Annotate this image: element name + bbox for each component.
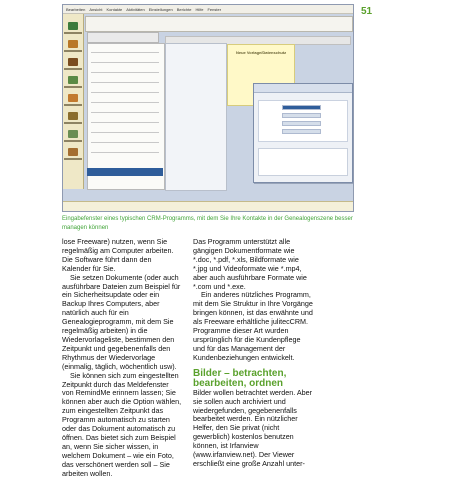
menu-item: Berichte [176, 7, 192, 12]
list-row [91, 82, 159, 83]
paragraph: Sie können sich zum eingestellten Zeitpunkt durch das Meldefenster von RemindMe erinnern lassen; Sie können aber auch die Option wählen, zum eingestellten Zeitpunkt das Programm automatisch zu starten oder das Dokument automatisch zu öffnen. Das bietet sich zum Beispiel an, wenn Sie sicher wissen, in welchem Dokument – wie ein Foto, das verschönert werden soll – Sie arbeiten wollen. [62, 370, 182, 478]
list-row [91, 102, 159, 103]
app-menubar [63, 5, 353, 14]
section-heading: Bilder – betrachten, bearbeiten, ordnen [193, 367, 287, 389]
menu-item: Aktivitäten [126, 7, 145, 12]
page-number: 51 [361, 6, 373, 17]
figure-caption: Eingabefenster eines typischen CRM-Programms, mit dem Sie Ihre Kontakte in der Genealogenszene besser managen können [62, 216, 353, 231]
input-dialog [253, 83, 353, 183]
list-row [91, 72, 159, 73]
settings-icon [68, 148, 78, 156]
note-title: Neue Vorlage/Datenschutz [236, 50, 287, 55]
tasks-icon [68, 76, 78, 84]
sidebar-label [64, 32, 82, 34]
dialog-titlebar [254, 84, 352, 93]
list-row [91, 142, 159, 143]
list-row [91, 132, 159, 133]
dialog-field [282, 113, 321, 118]
list-row [91, 92, 159, 93]
notes-icon [68, 58, 78, 66]
menu-item: Fenster [207, 7, 222, 12]
dialog-field [282, 105, 321, 110]
sidebar-label [64, 140, 82, 142]
mail-icon [68, 94, 78, 102]
menu-item: Bearbeiten [66, 7, 86, 12]
calendar-icon [68, 40, 78, 48]
sidebar-label [64, 104, 82, 106]
paragraph: Bilder wollen betrachtet werden. Aber sie sollen auch archiviert und wiedergefunden, gegebenenfalls bearbeitet werden. Ein nützlicher Helfer, den Sie privat (nicht gewerblich) kostenlos benutzen können, ist Irfanview (www.irfanview.net). Der Viewer erschließt eine große Anzahl unter- [193, 387, 313, 468]
dialog-field [282, 129, 321, 134]
sidebar-label [64, 122, 82, 124]
contacts-icon [68, 22, 78, 30]
list-row [91, 62, 159, 63]
list-row [91, 122, 159, 123]
sidebar-label [64, 86, 82, 88]
dialog-field [282, 121, 321, 126]
status-bar [63, 201, 353, 212]
crm-screenshot [62, 4, 354, 212]
sidebar-label [64, 68, 82, 70]
app-sidebar [63, 14, 84, 189]
menu-item: Einstellungen [148, 7, 173, 12]
sidebar-label [64, 158, 82, 160]
list-row [91, 112, 159, 113]
list-row [91, 52, 159, 53]
app-toolbar [85, 16, 353, 32]
menu-item: Hilfe [195, 7, 204, 12]
details-pane [165, 43, 227, 191]
dialog-notes [258, 148, 348, 176]
menu-item: Kontakte [106, 7, 123, 12]
paragraph: lose Freeware) nutzen, wenn Sie regelmäßig am Computer arbeiten. Die Software führt dann den Kalender für Sie. [62, 237, 174, 273]
paragraph: Ein anderes nützliches Programm, mit dem Sie Struktur in Ihre Vorgänge bringen können, ist das erwähnte und als Freeware erhältliche julitecCRM. Programme dieser Art wurden ursprünglich für die Kundenpflege und für das Management der Kundenbeziehungen entwickelt. [193, 290, 313, 362]
paragraph: Das Programm unterstützt alle gängigen Dokumentformate wie *.doc, *.pdf, *.xls, Bildformate wie *.jpg und Videoformate wie *.mp4, aber auch ausführbare Formate wie *.com und *.exe. [193, 237, 307, 291]
paragraph: Sie setzen Dokumente (oder auch ausführbare Dateien zum Beispiel für ein Sicherheitsupdate oder ein Backup Ihres Computers, aber natürlich auch für ein Genealogieprogramm, mit dem Sie regelmäßig arbeiten) in die Wiedervorlageliste, bestimmen den Zeitpunkt und gegebenenfalls den Rhythmus der Wiedervorlage (einmalig, täglich, wöchentlich usw). [62, 272, 181, 371]
list-row [91, 152, 159, 153]
menu-item: Ansicht [89, 7, 103, 12]
right-column [193, 238, 313, 469]
left-column [62, 238, 182, 478]
dialog-form [258, 100, 348, 142]
reports-icon [68, 130, 78, 138]
sidebar-label [64, 50, 82, 52]
documents-icon [68, 112, 78, 120]
selected-list-row [87, 168, 163, 176]
date-field [87, 32, 159, 43]
